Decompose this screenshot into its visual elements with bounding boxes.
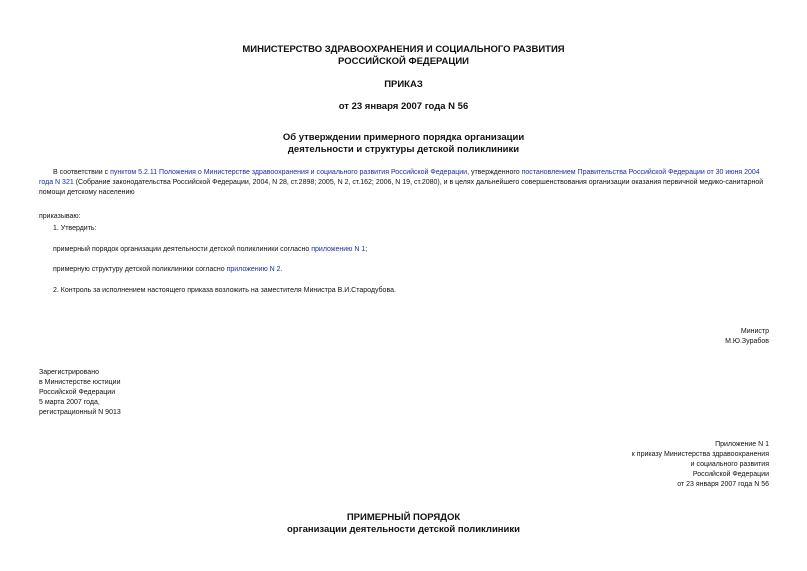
registration-line-4: 5 марта 2007 года, (39, 399, 100, 406)
preamble-part-1: В соответствии с (53, 169, 111, 176)
doc-date: от 23 января 2007 года N 56 (338, 101, 469, 112)
appendix-line-1: Приложение N 1 (715, 441, 769, 448)
doc-type: ПРИКАЗ (384, 79, 423, 90)
appendix-title-line-1: ПРИМЕРНЫЙ ПОРЯДОК (346, 512, 461, 523)
ministry-line-2: РОССИЙСКОЙ ФЕДЕРАЦИИ (337, 56, 469, 67)
doc-title-line-2: деятельности и структуры детской поликлиники (287, 144, 520, 155)
appendix-title-line-2: организации деятельности детской поликлиники (287, 524, 520, 535)
registration-line-2: в Министерстве юстиции (39, 379, 121, 386)
link-appendix-2[interactable]: приложению N 2 (226, 266, 281, 273)
signature-block (725, 327, 769, 347)
link-appendix-1[interactable]: приложению N 1 (311, 246, 366, 253)
registration-line-5: регистрационный N 9013 (39, 409, 121, 416)
appendix-line-2: к приказу Министерства здравоохранения (631, 451, 769, 458)
preamble-paragraph (39, 168, 767, 198)
registration-line-1: Зарегистрировано (39, 369, 99, 376)
prikazyvayu-label: приказываю: (39, 213, 81, 220)
subitem-2-text: примерную структуру детской поликлиники согласно (53, 266, 227, 273)
doc-title (0, 132, 807, 156)
doc-title-line-1: Об утверждении примерного порядка организации (282, 132, 525, 143)
order-item-1: 1. Утвердить: (53, 225, 97, 232)
appendix-line-3: и социального развития (690, 461, 769, 468)
signature-position: Министр (740, 328, 769, 335)
appendix-line-5: от 23 января 2007 года N 56 (677, 481, 769, 488)
ministry-title (0, 44, 807, 68)
order-subitem-1 (53, 245, 367, 255)
order-subitem-2 (53, 265, 283, 275)
link-government-decree-321[interactable]: постановлением Правительства Российской Федерации от 30 июня 2004 года N 321 (39, 169, 760, 186)
ministry-line-1: МИНИСТЕРСТВО ЗДРАВООХРАНЕНИЯ И СОЦИАЛЬНОГО РАЗВИТИЯ (242, 44, 565, 55)
link-regulation-5-2-11[interactable]: пунктом 5.2.11 Положения о Министерстве здравоохранения и социального развития Российской Федерации (110, 169, 468, 176)
preamble-part-2: , утвержденного (467, 169, 522, 176)
registration-line-3: Российской Федерации (39, 389, 116, 396)
subitem-1-end: ; (365, 246, 368, 253)
preamble-part-3: (Собрание законодательства Российской Федерации, 2004, N 28, ст.2898; 2005, N 2, ст.162; 2006, N 19, ст.2080), и в целях дальнейшего совершенствования организации оказания первичной медико-санитарной помощи детскому населению (39, 179, 764, 196)
appendix-line-4: Российской Федерации (692, 471, 769, 478)
appendix-title (0, 512, 807, 536)
appendix-header (632, 440, 769, 490)
subitem-1-text: примерный порядок организации деятельности детской поликлиники согласно (53, 246, 312, 253)
order-item-2: 2. Контроль за исполнением настоящего приказа возложить на заместителя Министра В.И.Стародубова. (53, 287, 396, 294)
signature-name: М.Ю.Зурабов (725, 338, 769, 345)
subitem-2-end: . (280, 266, 283, 273)
registration-block (39, 368, 121, 418)
